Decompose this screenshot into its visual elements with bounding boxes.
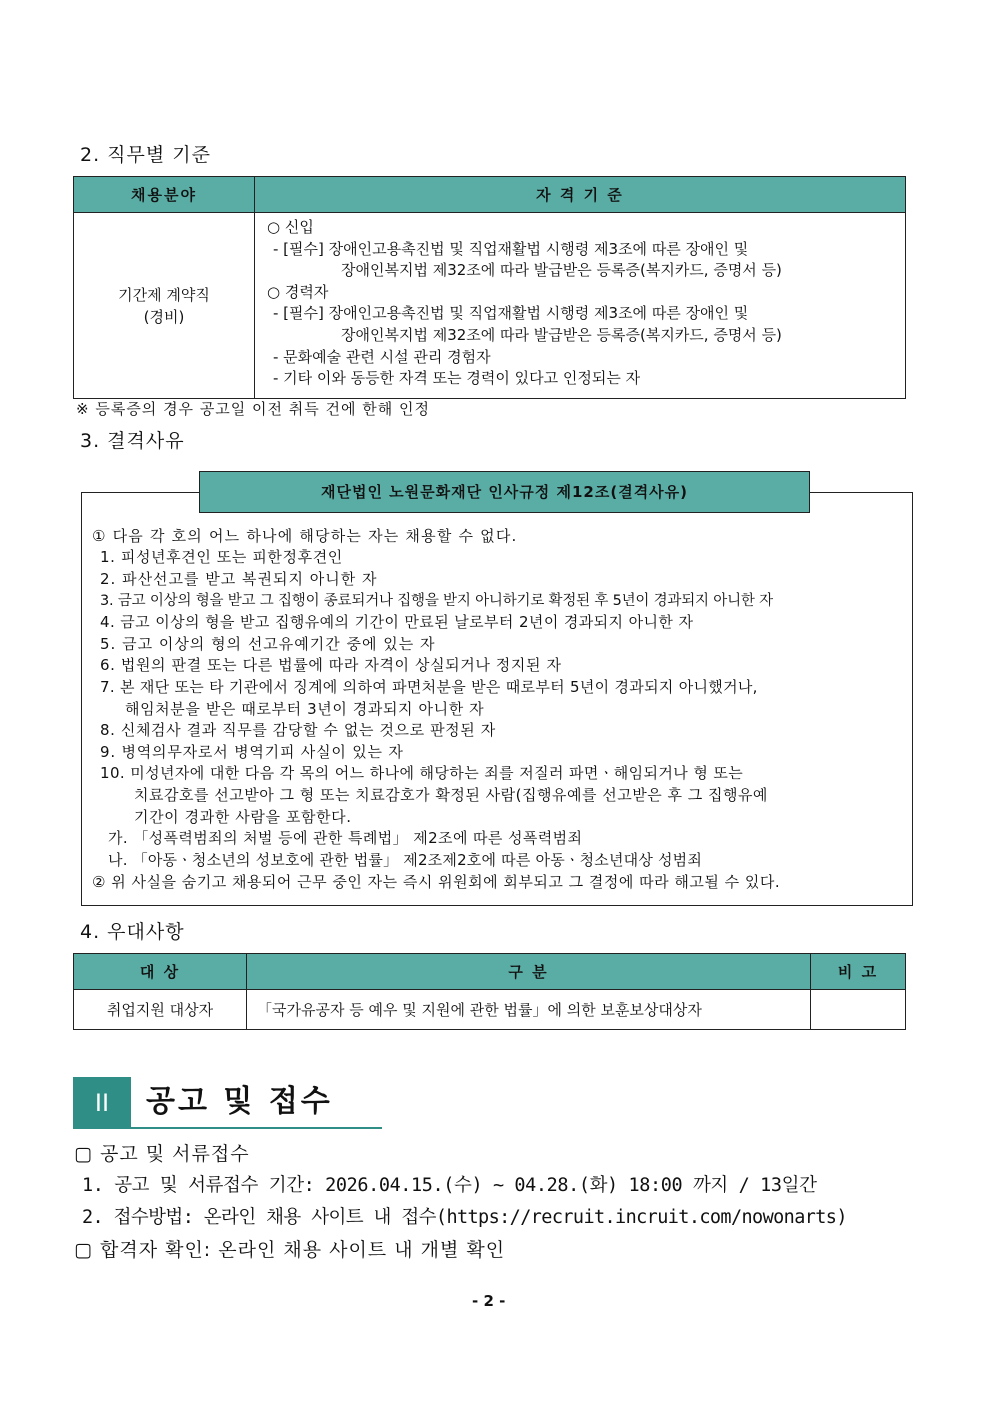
disq-line: 9. 병역의무자로서 병역기피 사실이 있는 자 <box>100 743 404 761</box>
criteria-line: 장애인복지법 제32조에 따라 발급받은 등록증(복지카드, 증명서 등) <box>341 261 782 280</box>
chapter-title: 공고 및 접수 <box>146 1084 333 1119</box>
disq-line: 기간이 경과한 사람을 포함한다. <box>134 808 352 826</box>
announce-method: 2. 접수방법: 온라인 채용 사이트 내 접수(https://recruit.incruit.com/nowonarts) <box>82 1207 847 1228</box>
disq-line: 나. 「아동ㆍ청소년의 성보호에 관한 법률」 제2조제2호에 따른 아동ㆍ청소년대상 성범죄 <box>108 851 703 869</box>
preference-table <box>73 953 906 1030</box>
registration-note: ※ 등록증의 경우 공고일 이전 취득 건에 한해 인정 <box>76 400 431 418</box>
announce-period: 1. 공고 및 서류접수 기간: 2026.04.15.(수) ~ 04.28.(화) 18:00 까지 / 13일간 <box>82 1175 817 1196</box>
disq-line: 7. 본 재단 또는 타 기관에서 징계에 의하여 파면처분을 받은 때로부터 5년이 경과되지 아니했거나, <box>100 678 758 696</box>
row-note <box>811 990 906 1030</box>
announce-item1: ▢ 공고 및 서류접수 <box>74 1143 250 1165</box>
field-line2: (경비) <box>143 307 185 326</box>
row-target: 취업지원 대상자 <box>74 990 247 1030</box>
criteria-line: - [필수] 장애인고용촉진법 및 직업재활법 시행령 제3조에 따른 장애인 및 <box>273 304 749 323</box>
job-criteria-table <box>73 176 906 399</box>
header-note: 비 고 <box>811 954 906 990</box>
page-number: - 2 - <box>472 1292 506 1310</box>
header-field: 채용분야 <box>74 177 255 213</box>
field-cell <box>74 213 255 399</box>
disq-line: 5. 금고 이상의 형의 선고유예기간 중에 있는 자 <box>100 635 436 653</box>
disq-line: 3. 금고 이상의 형을 받고 그 집행이 종료되거나 집행을 받지 아니하기로 확정된 후 5년이 경과되지 아니한 자 <box>100 593 773 609</box>
disq-line: ② 위 사실을 숨기고 채용되어 근무 중인 자는 즉시 위원회에 회부되고 그 결정에 따라 해고될 수 있다. <box>92 873 781 891</box>
announce-item2: ▢ 합격자 확인: 온라인 채용 사이트 내 개별 확인 <box>74 1239 506 1261</box>
chapter-number: II <box>73 1077 131 1129</box>
criteria-line: 장애인복지법 제32조에 따라 발급받은 등록증(복지카드, 증명서 등) <box>341 325 782 344</box>
disq-line: 4. 금고 이상의 형을 받고 집행유예의 기간이 만료된 날로부터 2년이 경과되지 아니한 자 <box>100 613 694 631</box>
disq-line: 가. 「성폭력범죄의 처벌 등에 관한 특례법」 제2조에 따른 성폭력범죄 <box>108 829 583 847</box>
criteria-line: ○ 경력자 <box>267 282 329 301</box>
header-target: 대 상 <box>74 954 247 990</box>
disq-line: 8. 신체검사 결과 직무를 감당할 수 없는 것으로 판정된 자 <box>100 721 496 739</box>
criteria-line: - 문화예술 관련 시설 관리 경험자 <box>273 347 491 366</box>
criteria-cell <box>255 213 906 399</box>
disq-line: 해임처분을 받은 때로부터 3년이 경과되지 아니한 자 <box>125 700 485 718</box>
section2-heading: 2. 직무별 기준 <box>80 144 211 166</box>
disq-line: ① 다음 각 호의 어느 하나에 해당하는 자는 채용할 수 없다. <box>92 527 518 545</box>
disq-line: 10. 미성년자에 대한 다음 각 목의 어느 하나에 해당하는 죄를 저질러 파면ㆍ해임되거나 형 또는 <box>100 764 744 782</box>
field-line1: 기간제 계약직 <box>118 285 210 304</box>
disq-line: 6. 법원의 판결 또는 다른 법률에 따라 자격이 상실되거나 정지된 자 <box>100 656 562 674</box>
header-category: 구 분 <box>247 954 811 990</box>
section3-heading: 3. 결격사유 <box>80 430 185 452</box>
disqualification-box-title: 재단법인 노원문화재단 인사규정 제12조(결격사유) <box>199 471 810 513</box>
row-category: 「국가유공자 등 예우 및 지원에 관한 법률」에 의한 보훈보상대상자 <box>247 990 811 1030</box>
chapter-underline <box>73 1127 382 1129</box>
criteria-line: ○ 신입 <box>267 218 314 236</box>
criteria-line: - 기타 이와 동등한 자격 또는 경력이 있다고 인정되는 자 <box>273 369 641 388</box>
criteria-line: - [필수] 장애인고용촉진법 및 직업재활법 시행령 제3조에 따른 장애인 및 <box>273 239 749 258</box>
section4-heading: 4. 우대사항 <box>80 921 185 943</box>
disq-line: 1. 피성년후견인 또는 피한정후견인 <box>100 548 343 566</box>
header-criteria: 자 격 기 준 <box>255 177 906 213</box>
disq-line: 치료감호를 선고받아 그 형 또는 치료감호가 확정된 사람(집행유예를 선고받은 후 그 집행유예 <box>134 786 768 804</box>
disq-line: 2. 파산선고를 받고 복권되지 아니한 자 <box>100 570 378 588</box>
